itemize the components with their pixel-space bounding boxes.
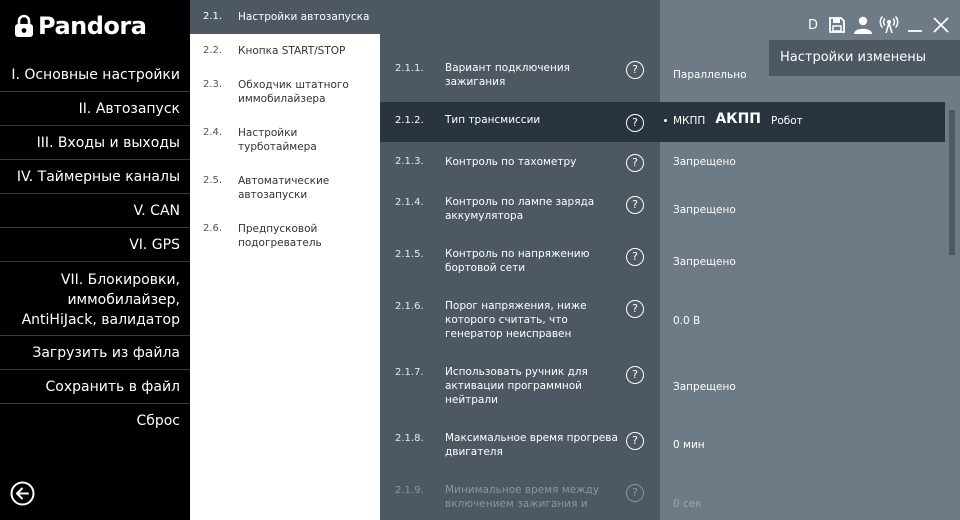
value-handbrake-neutral[interactable]: Запрещено: [673, 381, 736, 393]
value-min-ignition-time[interactable]: 0 сек: [673, 498, 702, 510]
submenu-item-start-stop[interactable]: [190, 34, 380, 68]
option-automatic[interactable]: АКПП: [715, 111, 762, 127]
antenna-icon[interactable]: [878, 14, 900, 36]
settings-changed-notice: Настройки изменены: [769, 40, 960, 76]
value-ignition-connection[interactable]: Параллельно: [673, 69, 747, 81]
help-icon[interactable]: ?: [626, 432, 644, 450]
sidebar-item-gps[interactable]: VI. GPS: [0, 228, 190, 262]
submenu-item-autostart-settings[interactable]: [190, 0, 380, 34]
value-board-voltage[interactable]: Запрещено: [673, 256, 736, 268]
help-icon[interactable]: ?: [626, 300, 644, 318]
setting-label: Контроль по напряжению бортовой сети: [445, 248, 590, 274]
submenu-item-number: 2.2.: [203, 45, 223, 56]
lock-logo-icon: [14, 14, 34, 38]
help-icon[interactable]: ?: [626, 61, 644, 79]
setting-number: 2.1.7.: [395, 367, 424, 378]
sidebar-item-reset[interactable]: Сброс: [136, 413, 180, 429]
submenu-item-auto-autostarts[interactable]: [190, 170, 380, 210]
setting-label: Минимальное время между включением зажигания и: [445, 484, 600, 510]
submenu-item-label: Обходчик штатного иммобилайзера: [238, 79, 349, 105]
setting-number: 2.1.9.: [395, 485, 424, 496]
setting-label: Контроль по лампе заряда аккумулятора: [445, 196, 595, 222]
value-tachometer[interactable]: Запрещено: [673, 156, 736, 168]
value-voltage-threshold[interactable]: 0.0 В: [673, 315, 701, 327]
settings-values: [660, 0, 960, 520]
sidebar-item-basic-settings[interactable]: I. Основные настройки: [0, 58, 190, 92]
option-robot[interactable]: Робот: [771, 114, 803, 127]
close-icon[interactable]: [930, 14, 952, 36]
submenu-item-number: 2.4.: [203, 127, 223, 138]
setting-label: Порог напряжения, ниже которого считать, что генератор неисправен: [445, 300, 587, 340]
submenu-item-turbo-timer[interactable]: [190, 122, 380, 162]
sidebar-item-can[interactable]: V. CAN: [0, 194, 190, 228]
setting-number: 2.1.3.: [395, 156, 424, 167]
setting-label: Использовать ручник для активации программной нейтрали: [445, 366, 588, 406]
option-manual[interactable]: МКПП: [673, 114, 706, 127]
setting-label: Тип трансмиссии: [445, 114, 541, 126]
value-battery-lamp[interactable]: Запрещено: [673, 204, 736, 216]
submenu-item-number: 2.5.: [203, 175, 223, 186]
brand-name: Pandora: [38, 12, 147, 40]
help-icon[interactable]: ?: [626, 366, 644, 384]
submenu-item-label: Настройки турботаймера: [238, 127, 317, 153]
setting-label: Вариант подключения зажигания: [445, 62, 570, 88]
submenu-item-label: Автоматические автозапуски: [238, 175, 330, 201]
setting-label: Максимальное время прогрева двигателя: [445, 432, 618, 458]
submenu-item-label: Настройки автозапуска: [238, 11, 370, 23]
setting-number: 2.1.2.: [395, 115, 424, 126]
sidebar-item-inputs-outputs[interactable]: III. Входы и выходы: [0, 126, 190, 160]
help-icon[interactable]: ?: [626, 154, 644, 172]
help-icon[interactable]: ?: [626, 484, 644, 502]
scrollbar-thumb[interactable]: [949, 110, 955, 255]
back-arrow-icon[interactable]: [10, 481, 35, 506]
submenu-item-immobilizer-bypass[interactable]: [190, 74, 380, 114]
settings-list: [380, 0, 660, 520]
sidebar-item-blocking[interactable]: VII. Блокировки, иммобилайзер, AntiHiJack, валидатор: [0, 262, 190, 336]
sidebar-item-save-file[interactable]: Сохранить в файл: [0, 370, 190, 404]
setting-number: 2.1.4.: [395, 197, 424, 208]
submenu-item-number: 2.6.: [203, 223, 223, 234]
pandora-logo: [14, 10, 146, 42]
submenu-item-label: Кнопка START/STOP: [238, 45, 346, 57]
d-button[interactable]: D: [807, 17, 818, 33]
setting-row-transmission-type: [380, 102, 945, 142]
main-sidebar: [0, 0, 190, 520]
setting-label: Контроль по тахометру: [445, 156, 577, 168]
sidebar-menu: [0, 58, 190, 438]
help-icon[interactable]: ?: [626, 196, 644, 214]
submenu-item-number: 2.3.: [203, 79, 223, 90]
submenu-item-label: Предпусковой подогреватель: [238, 223, 322, 249]
submenu-item-preheater[interactable]: [190, 218, 380, 258]
setting-number: 2.1.6.: [395, 301, 424, 312]
autostart-submenu: [190, 0, 380, 520]
help-icon[interactable]: ?: [626, 248, 644, 266]
submenu-item-number: 2.1.: [203, 11, 223, 22]
help-icon[interactable]: ?: [626, 114, 644, 132]
value-max-warmup[interactable]: 0 мин: [673, 439, 705, 451]
window-toolbar: [800, 14, 952, 36]
option-bullet-icon: [664, 119, 667, 122]
save-icon[interactable]: [826, 14, 848, 36]
setting-number: 2.1.5.: [395, 249, 424, 260]
minimize-icon[interactable]: [904, 14, 926, 36]
sidebar-item-load-file[interactable]: Загрузить из файла: [0, 336, 190, 370]
setting-number: 2.1.1.: [395, 63, 424, 74]
user-icon[interactable]: [852, 14, 874, 36]
sidebar-item-autostart[interactable]: II. Автозапуск: [0, 92, 190, 126]
setting-number: 2.1.8.: [395, 433, 424, 444]
transmission-options: [664, 111, 813, 127]
sidebar-item-timer-channels[interactable]: IV. Таймерные каналы: [0, 160, 190, 194]
